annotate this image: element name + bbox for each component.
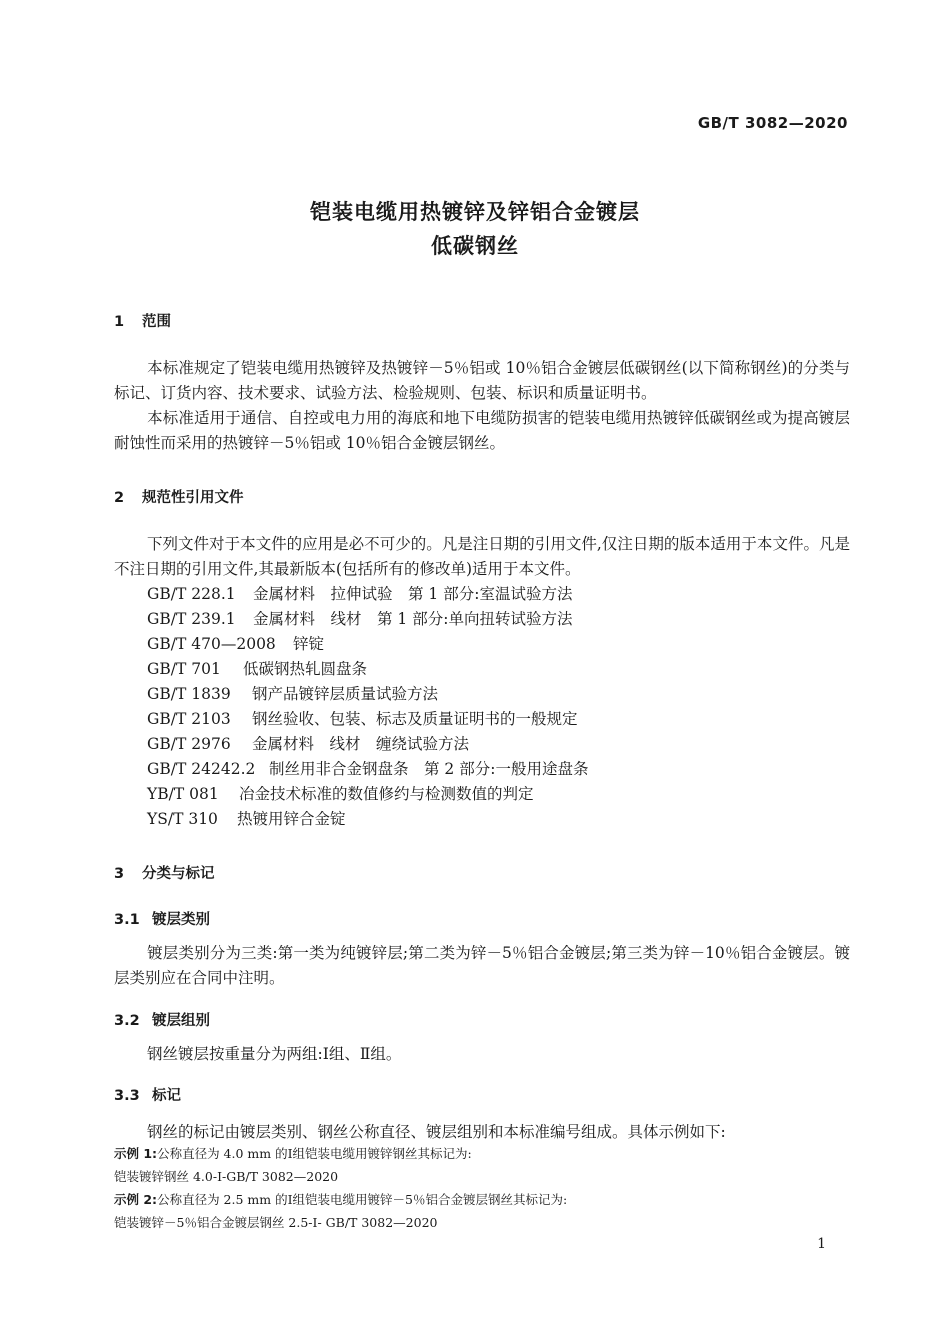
title-line-2: 低碳钢丝 bbox=[431, 234, 519, 258]
reference-item: YB/T 081 冶金技术标准的数值修约与检测数值的判定 bbox=[147, 785, 534, 803]
section-1-paragraph-1: 本标准规定了铠装电缆用热镀锌及热镀锌－5％铝或 10％铝合金镀层低碳钢丝(以下简称钢丝)的分类与标记、订货内容、技术要求、试验方法、检验规则、包装、标识和质量证明书。 bbox=[114, 359, 850, 402]
reference-item: YS/T 310 热镀用锌合金锭 bbox=[147, 810, 346, 828]
section-1-title: 范围 bbox=[142, 314, 171, 330]
section-3-title: 分类与标记 bbox=[142, 866, 215, 882]
section-1-number: 1 bbox=[114, 314, 125, 330]
reference-item: GB/T 701 低碳钢热轧圆盘条 bbox=[147, 660, 368, 678]
reference-item: GB/T 2103 钢丝验收、包装、标志及质量证明书的一般规定 bbox=[147, 710, 578, 728]
standard-number: GB/T 3082—2020 bbox=[697, 114, 848, 132]
page-number: 1 bbox=[817, 1236, 826, 1252]
section-3-3-heading: 3.3 标记 bbox=[114, 1088, 181, 1104]
reference-item: GB/T 2976 金属材料 线材 缠绕试验方法 bbox=[147, 735, 470, 753]
section-3-3-paragraph: 钢丝的标记由镀层类别、钢丝公称直径、镀层组别和本标准编号组成。具体示例如下: bbox=[147, 1123, 726, 1141]
section-3-1-paragraph: 镀层类别分为三类:第一类为纯镀锌层;第二类为锌－5％铝合金镀层;第三类为锌－10％铝合金镀层。镀层类别应在合同中注明。 bbox=[114, 944, 850, 987]
section-2-number: 2 bbox=[114, 490, 125, 506]
reference-item: GB/T 24242.2 制丝用非合金钢盘条 第 2 部分:一般用途盘条 bbox=[147, 760, 589, 778]
reference-item: GB/T 1839 钢产品镀锌层质量试验方法 bbox=[147, 685, 439, 703]
reference-item: GB/T 239.1 金属材料 线材 第 1 部分:单向扭转试验方法 bbox=[147, 610, 573, 628]
section-3-heading bbox=[114, 862, 215, 883]
section-3-1-heading: 3.1 镀层类别 bbox=[114, 912, 210, 928]
example-1-mark: 铠装镀锌钢丝 4.0-Ⅰ-GB/T 3082—2020 bbox=[114, 1169, 339, 1184]
title-line-1: 铠装电缆用热镀锌及锌铝合金镀层 bbox=[310, 200, 640, 224]
section-3-2-heading: 3.2 镀层组别 bbox=[114, 1013, 210, 1029]
reference-item: GB/T 470—2008 锌锭 bbox=[147, 635, 325, 653]
example-2-label: 示例 2: bbox=[114, 1192, 158, 1207]
section-2-title: 规范性引用文件 bbox=[142, 490, 244, 506]
example-2-mark: 铠装镀锌－5％铝合金镀层钢丝 2.5-Ⅰ- GB/T 3082—2020 bbox=[114, 1215, 438, 1230]
section-2-intro: 下列文件对于本文件的应用是必不可少的。凡是注日期的引用文件,仅注日期的版本适用于本文件。凡是不注日期的引用文件,其最新版本(包括所有的修改单)适用于本文件。 bbox=[114, 535, 850, 578]
example-1: 示例 1:公称直径为 4.0 mm 的Ⅰ组铠装电缆用镀锌钢丝其标记为: bbox=[114, 1146, 472, 1161]
reference-item: GB/T 228.1 金属材料 拉伸试验 第 1 部分:室温试验方法 bbox=[147, 585, 573, 603]
section-2-heading bbox=[114, 486, 244, 507]
example-2: 示例 2:公称直径为 2.5 mm 的Ⅰ组铠装电缆用镀锌－5％铝合金镀层钢丝其标记为: bbox=[114, 1192, 568, 1207]
section-3-2-paragraph: 钢丝镀层按重量分为两组:Ⅰ组、Ⅱ组。 bbox=[147, 1045, 402, 1063]
section-1-heading bbox=[114, 310, 171, 331]
section-3-number: 3 bbox=[114, 866, 125, 882]
section-1-paragraph-2: 本标准适用于通信、自控或电力用的海底和地下电缆防损害的铠装电缆用热镀锌低碳钢丝或为提高镀层耐蚀性而采用的热镀锌－5％铝或 10％铝合金镀层钢丝。 bbox=[114, 409, 850, 452]
example-1-label: 示例 1: bbox=[114, 1146, 158, 1161]
